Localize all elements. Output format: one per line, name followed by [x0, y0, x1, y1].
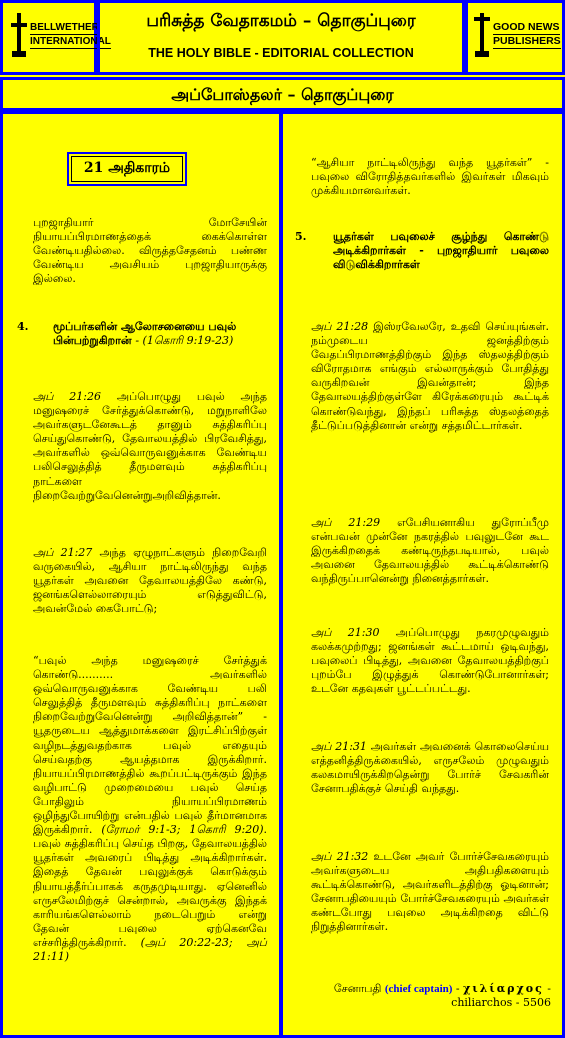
- bellwether-icon: [11, 13, 27, 57]
- strongs-ref: - chiliarchos - 5506: [451, 982, 551, 1010]
- logo-right-line2: PUBLISHERS: [493, 35, 561, 47]
- verse-21-27: [33, 546, 267, 616]
- verse-ref: அப் 21:28: [311, 320, 369, 333]
- title-english: THE HOLY BIBLE - EDITORIAL COLLECTION: [148, 46, 414, 60]
- chapter-title: 21 அதிகாரம்: [83, 160, 171, 176]
- verse-ref: அப் 21:31: [311, 740, 367, 753]
- greek-term: χιλίαρχος: [463, 982, 544, 995]
- verse-ref: அப் 21:32: [311, 850, 369, 863]
- verse-ref: அப் 21:30: [311, 626, 380, 639]
- asia-jews-note: “ஆசியா நாட்டிலிருந்து வந்த யூதர்கள்” - பவுலை விரோதித்தவர்களில் இவர்கள் மிகவும் முக்கியமானவர்கள்.: [311, 156, 549, 198]
- heading-5-title: யூதர்கள் பவுலைச் சூழ்ந்து கொண்டு அடிக்கிறார்கள் - புறஜாதியார் பவுலை விடுவிக்கிறார்கள்: [333, 230, 549, 272]
- verse-ref: அப் 21:27: [33, 546, 93, 559]
- verse-21-29: [311, 516, 549, 586]
- heading-4-title: மூப்பர்களின் ஆலோசனையை பவுல் பின்பற்றுகிறான்: [53, 320, 237, 348]
- verse-21-30: [311, 626, 549, 696]
- note-sep: -: [452, 982, 464, 995]
- commentary-ref-1: (ரோமர் 9:1-3; 1கொரி 9:20): [101, 823, 264, 837]
- verse-text: அந்த ஏழுநாட்களும் நிறைவேறி வருகையில், ஆசியா நாட்டிலிருந்து வந்த யூதர்கள் அவனை தேவாலயத்திலே கண்டு, ஜனங்களெல்லாரையும் எடுத்துவிட்டு, அவன்மேல் கைபோட்டு;: [33, 546, 267, 616]
- chapter-box: [67, 152, 187, 186]
- verse-text: அவர்கள் அவனைக் கொலைசெய்ய எத்தனித்திருக்கையில், எருசலேம் முழுவதும் கலகமாயிருக்கிறதென்று போர்ச் சேவகரின் சேனாபதிக்குச் செய்தி வந்தது.: [311, 740, 550, 796]
- section-title: அப்போஸ்தலர் – தொகுப்புரை: [171, 85, 394, 104]
- verse-text: உடனே அவர் போர்ச்சேவகரையும் அவர்களுடைய அதிபதிகளையும் கூட்டிக்கொண்டு, அவர்களிடத்திற்கு ஓடினான்; சேனாபதியையும் போர்ச்சேவகரையும் அவர்கள் கண்டபோது பவுலை அடிக்கிறதை விட்டு நிறுத்தினார்கள்.: [311, 850, 550, 934]
- logo-left-line1: BELLWETHER: [30, 22, 99, 33]
- title-tamil: பரிசுத்த வேதாகமம் – தொகுப்புரை: [146, 11, 416, 31]
- left-column: [0, 111, 282, 1038]
- heading-4: [53, 320, 267, 348]
- header-title-box: [97, 0, 465, 75]
- commentary-text-2: . பவுல் சுத்திகரிப்பு செய்த பிறகு, தேவாலயத்தில் யூதர்கள் அவரைப் பிடித்து அடிக்கிறார்கள். இதைத் தேவன் பவுலுக்குக் கொடுக்கும் நியாயத்தீர்ப்பாகக் கருதமுடியாது. ஏனெனில் எருசலேமிற்குச் சென்றால், அவருக்கு இந்தக் காரியங்களெல்லாம் நடைபெறும் என்று தேவன் பவுலை ஏற்கெனவே எச்சரித்திருக்கிறார்.: [33, 823, 267, 949]
- verse-text: எபேசியனாகிய துரோப்பீமு என்பவன் முன்னே நகரத்தில் பவுலுடனே கூட இருக்கிறதைக் கண்டிருந்தபடியால், பவுல் அவனை தேவாலயத்தில் கூட்டிக்கொண்டு வந்திருப்பானென்று நினைத்தார்கள்.: [311, 516, 549, 586]
- english-term: (chief captain): [384, 983, 453, 995]
- heading-4-ref: - (1கொரி 9:19-23): [135, 334, 234, 348]
- logo-left-line2: INTERNATIONAL: [30, 36, 111, 47]
- verse-text: அப்பொழுது பவுல் அந்த மனுஷரைச் சேர்த்துக்கொண்டு, மறுநாளிலே அவர்களுடனேகூடத் தானும் சுத்திகரிப்பு செய்துகொண்டு, தேவாலயத்தில் பிரவேசித்து, அவர்களில் ஒவ்வொருவனுக்காக வேண்டிய பலிசெலுத்தித் தீருமளவும் சுத்திகரிப்பு நாட்களை நிறைவேற்றுவேனென்றுஅறிவித்தான்.: [33, 390, 267, 502]
- publisher-logo-right: [465, 0, 565, 75]
- logo-right-line1: GOOD NEWS: [493, 21, 560, 33]
- heading-5-number: 5.: [295, 230, 307, 243]
- right-column: [280, 111, 565, 1038]
- verse-21-32: [311, 850, 549, 935]
- commentary-ref-2: (அப் 20:22-23; அப் 21:11): [33, 935, 267, 963]
- commentary-paragraph: [33, 654, 267, 964]
- verse-21-28: [311, 320, 549, 433]
- verse-21-31: [311, 740, 549, 796]
- verse-ref: அப் 21:29: [311, 516, 381, 529]
- commentary-text: “பவுல் அந்த மனுஷரைச் சேர்த்துக் கொண்டு.......... அவர்களில் ஒவ்வொருவனுக்காக வேண்டிய பலி செலுத்தித் தீருமளவும் சுத்திகரிப்பு நாட்களை நிறைவேற்றுவேனென்று அறிவித்தான்” - யூதருடைய ஆத்துமாக்களை இரட்சிப்பிற்குள் வழிநடத்துவதற்காக பவுல் எதையும் செய்வதற்கு ஆயத்தமாக இருக்கிறார். நியாயப்பிரமாணத்தில் கூறப்பட்டிருக்கும் இந்த வழிபாட்டு முறைமையை பவுல் செய்த போதிலும் நியாயப்பிரமாணம் ஒழிந்துபோயிற்று என்பதில் பவுல் தீர்மானமாக இருக்கிறார்.: [33, 654, 267, 837]
- verse-text: அப்பொழுது நகரமுழுவதும் கலக்கமுற்றது; ஜனங்கள் கூட்டமாய் ஒடிவந்து, பவுலைப் பிடித்து, அவனை தேவாலயத்திற்குப் புறம்பே இழுத்துக் கொண்டுபோனார்கள்; உடனே கதவுகள் பூட்டப்பட்டது.: [311, 626, 549, 696]
- verse-21-26: [33, 390, 267, 503]
- verse-text: இஸ்ரவேலரே, உதவி செய்யுங்கள். நம்முடைய ஜனத்திற்கும் வேதப்பிரமாணத்திற்கும் இந்த ஸ்தலத்திற்கும் விரோதமாக எங்கும் எல்லாருக்கும் போதித்து வருகிறவன் இவன்தான்; இந்த தேவாலயத்திற்குள்ளே கிரேக்கரையும் கூட்டிக் கொண்டுவந்து, இந்தப் பரிசுத்த ஸ்தலத்தைத் தீட்டுப்படுத்தினான் என்று சத்தமிட்டார்கள்.: [311, 320, 549, 432]
- chief-captain-note: [323, 982, 551, 1010]
- note-text-a: சேனாபதி: [333, 982, 385, 995]
- good-news-icon: [474, 13, 490, 57]
- section-title-bar: [0, 77, 565, 111]
- heading-4-number: 4.: [17, 320, 29, 333]
- verse-ref: அப் 21:26: [33, 390, 101, 403]
- publisher-logo-left: [0, 0, 111, 75]
- intro-paragraph: புறஜாதியார் மோசேயின் நியாயப்பிரமாணத்தைக் கைக்கொள்ள வேண்டியதில்லை. விருத்தசேதனம் பண்ண வேண்டிய அவசியம் புறஜாதியாருக்கு இல்லை.: [33, 216, 267, 286]
